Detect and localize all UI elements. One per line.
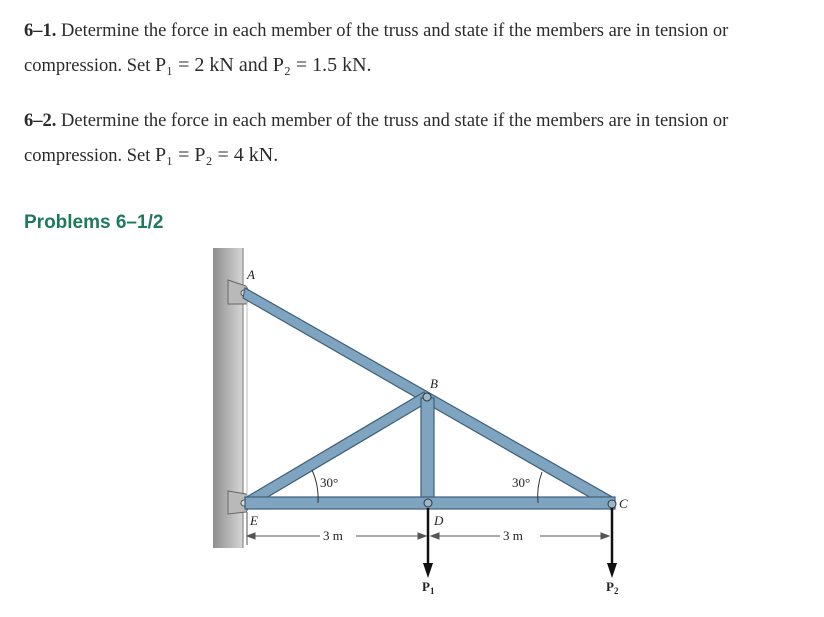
problem-text: Determine the force in each member of the truss and state if the members are in tension or compression. Set xyxy=(24,21,729,76)
problem-equation: P₁ = 2 kN and P₂ = 1.5 kN. xyxy=(155,54,372,76)
load-label-p2: $P_2$ xyxy=(606,579,619,596)
label-b: B xyxy=(430,376,438,391)
problem-equation: P₁ = P₂ = 4 kN. xyxy=(155,144,279,166)
angle-label-left: 30° xyxy=(320,475,339,490)
load-label-p1: $P_1$ xyxy=(422,579,435,596)
dimension-label-right: 3 m xyxy=(503,528,523,543)
member-bd xyxy=(421,398,434,502)
joint-b xyxy=(423,393,431,401)
problem-text: Determine the force in each member of the truss and state if the members are in tension or compression. Set xyxy=(24,111,729,166)
angle-label-right: 30° xyxy=(512,475,531,490)
label-c: C xyxy=(619,496,628,511)
member-eb xyxy=(245,392,428,508)
label-e: E xyxy=(250,513,258,528)
problem-number: 6–2. xyxy=(24,111,57,131)
dimension-label-left: 3 m xyxy=(323,528,343,543)
label-d: D xyxy=(434,513,444,528)
joint-c xyxy=(608,500,616,508)
load-arrow-p2 xyxy=(607,508,617,578)
dimension-lines xyxy=(247,512,612,545)
problem-number: 6–1. xyxy=(24,21,57,41)
joint-d xyxy=(424,499,432,507)
figure-caption: Problems 6–1/2 xyxy=(24,212,164,233)
label-a: A xyxy=(247,267,255,282)
load-arrow-p1 xyxy=(423,508,433,578)
